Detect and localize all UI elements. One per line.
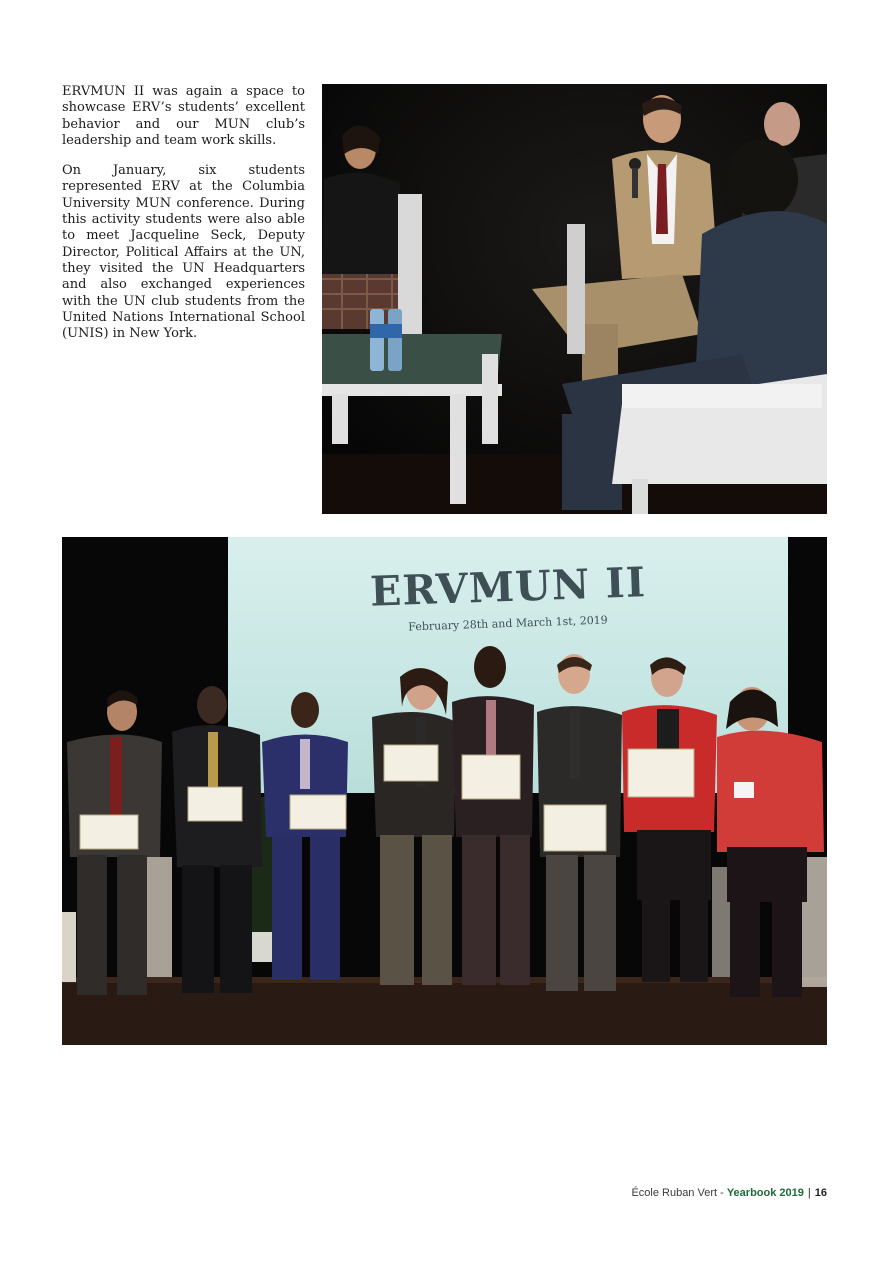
- student-6: [537, 654, 622, 991]
- panel-discussion-photo: [322, 84, 827, 514]
- footer-separator: |: [807, 1187, 811, 1199]
- screen-subtitle: February 28th and March 1st, 2019: [408, 613, 608, 634]
- student-4: [372, 668, 456, 985]
- footer-yearbook: Yearbook 2019: [726, 1187, 804, 1199]
- paragraph-columbia: On January, six students represented ERV at the Columbia University MUN conference. During this activity students were also able to meet Jacqueline Seck, Deputy Director, Political Affairs at the UN, they visited the UN Headquarters and also exchanged experiences with the UN club students from the United Nations International School (UNIS) in New York.: [62, 163, 305, 342]
- screen-title: ERVMUN II: [369, 558, 647, 616]
- page-number: 16: [814, 1187, 827, 1199]
- student-7: [622, 657, 717, 982]
- footer-school: École Ruban Vert -: [631, 1187, 727, 1199]
- stage-people-image: [62, 537, 827, 1045]
- student-2: [172, 686, 262, 993]
- student-3: [262, 692, 348, 980]
- panel-discussion-image: [322, 84, 827, 514]
- paragraph-ervmun: ERVMUN II was again a space to showcase ERV’s students’ excellent behavior and our MUN club’s leadership and team work skills.: [62, 84, 305, 148]
- page-footer: [631, 1187, 827, 1199]
- student-5: [452, 646, 534, 985]
- ervmun-stage-photo: [62, 537, 827, 1045]
- article-text: [62, 84, 305, 356]
